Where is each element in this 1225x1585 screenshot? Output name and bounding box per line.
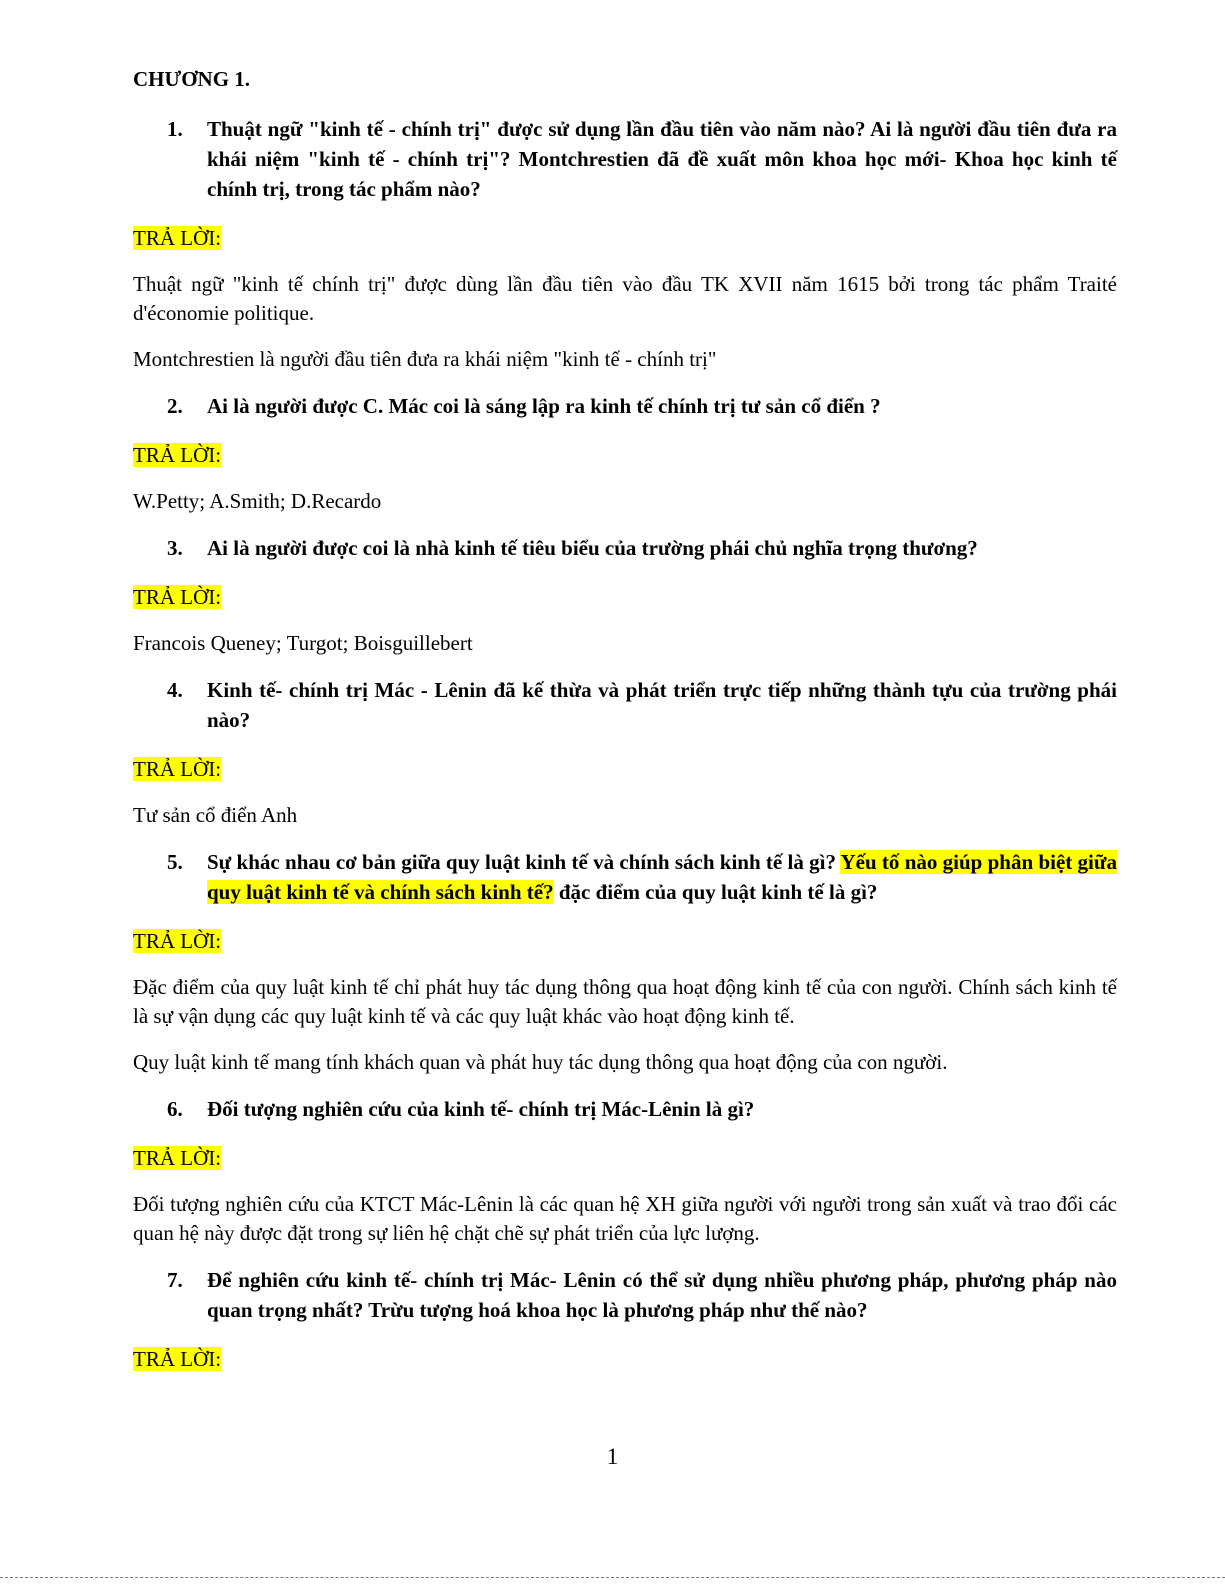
answer-label xyxy=(133,223,1117,253)
answer-paragraph: Thuật ngữ "kinh tế chính trị" được dùng lần đầu tiên vào đầu TK XVII năm 1615 bởi trong tác phẩm Traité d'économie politique. xyxy=(133,272,1117,325)
question-1 xyxy=(133,114,1117,204)
question-text: Ai là người được coi là nhà kinh tế tiêu biểu của trường phái chủ nghĩa trọng thương? xyxy=(207,536,978,560)
question-text xyxy=(207,847,1117,907)
answer-label xyxy=(133,440,1117,470)
answer-label xyxy=(133,926,1117,956)
question-text: Đối tượng nghiên cứu của kinh tế- chính trị Mác-Lênin là gì? xyxy=(207,1097,755,1121)
answer-paragraph: Đối tượng nghiên cứu của KTCT Mác-Lênin là các quan hệ XH giữa người với người trong sản xuất và trao đổi các quan hệ này được đặt trong sự liên hệ chặt chẽ sự phát triển của lực lượng. xyxy=(133,1192,1117,1245)
question-number: 2. xyxy=(167,394,183,418)
page-bottom-divider xyxy=(0,1577,1225,1578)
answer-label-highlight: TRẢ LỜI: xyxy=(133,443,222,467)
answer-label-highlight: TRẢ LỜI: xyxy=(133,585,222,609)
answer-paragraph: Montchrestien là người đầu tiên đưa ra khái niệm "kinh tế - chính trị" xyxy=(133,347,717,371)
answer-label-highlight: TRẢ LỜI: xyxy=(133,226,222,250)
answer-label xyxy=(133,1143,1117,1173)
answer-label-highlight: TRẢ LỜI: xyxy=(133,757,222,781)
answer-paragraph: Quy luật kinh tế mang tính khách quan và phát huy tác dụng thông qua hoạt động của con người. xyxy=(133,1050,948,1074)
document-page xyxy=(133,64,1117,1391)
question-4 xyxy=(133,675,1117,735)
answer-paragraph: Đặc điểm của quy luật kinh tế chỉ phát huy tác dụng thông qua hoạt động kinh tế của con người. Chính sách kinh tế là sự vận dụng các quy luật kinh tế và các quy luật khác vào hoạt động kinh tế. xyxy=(133,975,1117,1028)
page-number: 1 xyxy=(606,1444,619,1469)
answer-label xyxy=(133,582,1117,612)
answer-label xyxy=(133,1344,1117,1374)
answer-label-highlight: TRẢ LỜI: xyxy=(133,1347,222,1371)
question-text: Thuật ngữ "kinh tế - chính trị" được sử dụng lần đầu tiên vào năm nào? Ai là người đầu tiên đưa ra khái niệm "kinh tế - chính trị"? Montchrestien đã đề xuất môn khoa học mới- Khoa học kinh tế chính trị, trong tác phẩm nào? xyxy=(207,117,1117,201)
answer-paragraph: W.Petty; A.Smith; D.Recardo xyxy=(133,489,382,513)
question-3 xyxy=(133,533,1117,563)
question-text-part: đặc điểm của quy luật kinh tế là gì? xyxy=(558,880,878,904)
question-number: 3. xyxy=(167,536,183,560)
question-text-part: Sự khác nhau cơ bản giữa quy luật kinh tế và chính sách kinh tế là gì? xyxy=(207,850,836,874)
chapter-title: CHƯƠNG 1. xyxy=(133,67,251,91)
question-6 xyxy=(133,1094,1117,1124)
answer-paragraph: Francois Queney; Turgot; Boisguillebert xyxy=(133,631,473,655)
question-7 xyxy=(133,1265,1117,1325)
question-number: 5. xyxy=(167,850,183,874)
question-number: 7. xyxy=(167,1268,183,1292)
question-text: Để nghiên cứu kinh tế- chính trị Mác- Lênin có thể sử dụng nhiều phương pháp, phương pháp nào quan trọng nhất? Trừu tượng hoá khoa học là phương pháp như thế nào? xyxy=(207,1268,1117,1322)
question-number: 4. xyxy=(167,678,183,702)
question-text: Ai là người được C. Mác coi là sáng lập ra kinh tế chính trị tư sản cổ điển ? xyxy=(207,394,881,418)
answer-label-highlight: TRẢ LỜI: xyxy=(133,1146,222,1170)
answer-label-highlight: TRẢ LỜI: xyxy=(133,929,222,953)
question-number: 6. xyxy=(167,1097,183,1121)
question-text-highlighted: Yếu tố nào giúp phân biệt giữa quy luật kinh tế và chính sách kinh tế? xyxy=(207,850,1117,904)
answer-label xyxy=(133,754,1117,784)
question-5 xyxy=(133,847,1117,907)
question-text: Kinh tế- chính trị Mác - Lênin đã kế thừa và phát triển trực tiếp những thành tựu của trường phái nào? xyxy=(207,678,1117,732)
question-2 xyxy=(133,391,1117,421)
question-number: 1. xyxy=(167,117,183,141)
answer-paragraph: Tư sản cổ điển Anh xyxy=(133,803,298,827)
